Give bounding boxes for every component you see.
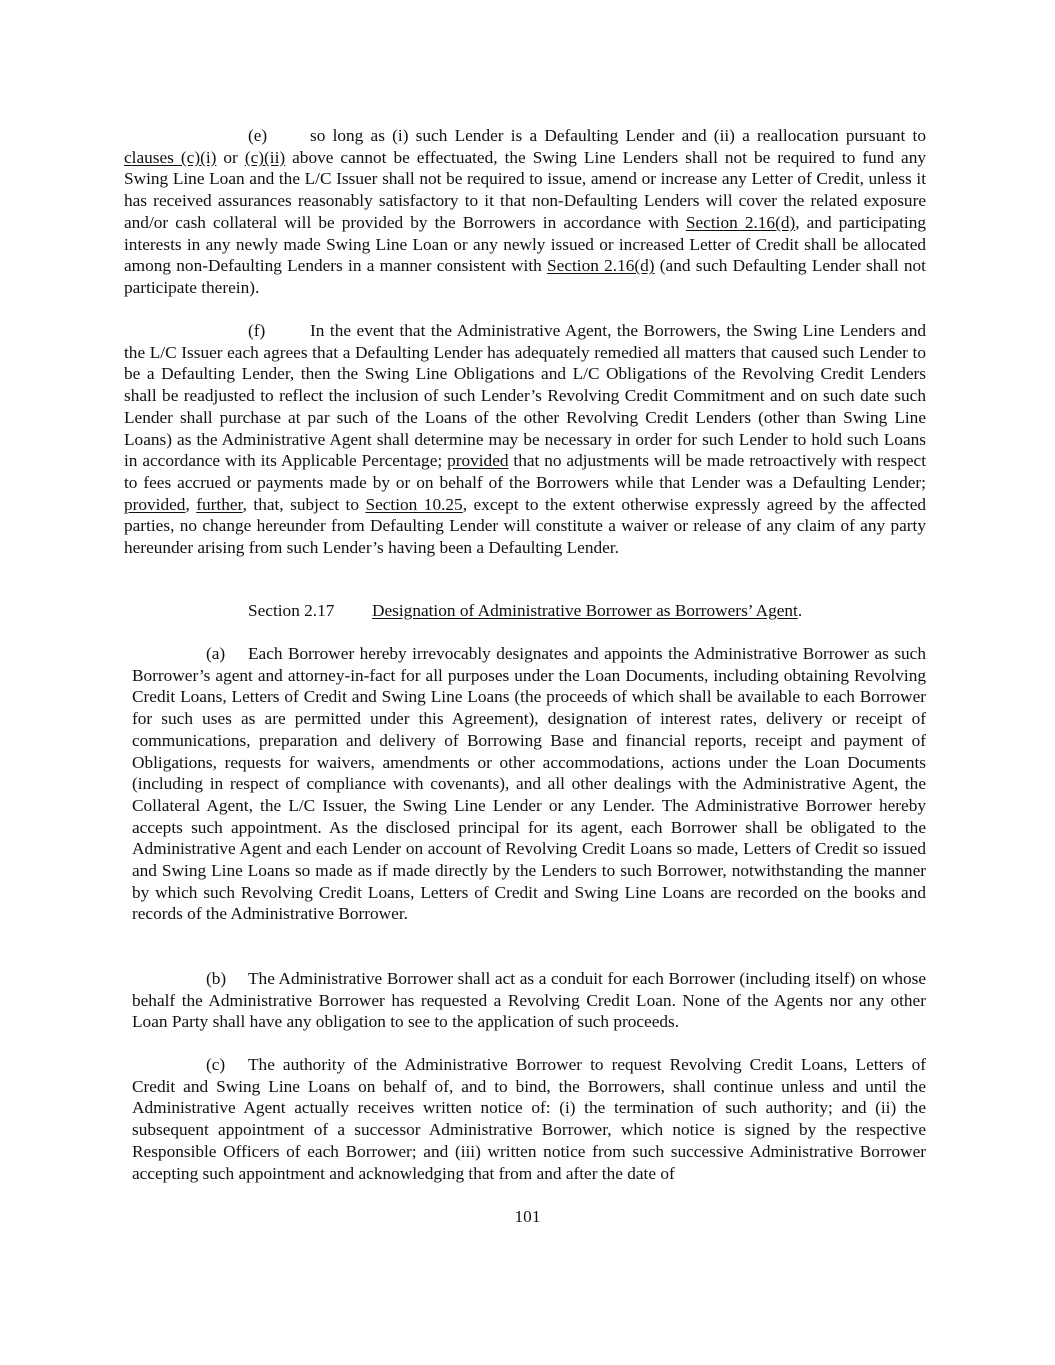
paragraph-a-label: (a) <box>206 644 226 663</box>
paragraph-b-label: (b) <box>206 969 227 988</box>
page-number: 101 <box>514 1207 541 1226</box>
paragraph-f-label: (f) <box>248 321 266 340</box>
paragraph-a: (a) Each Borrower hereby irrevocably designates and appoints the Administrative Borrower as such Borrower’s agent and attorney-in-fact for all purposes under the Loan Documents, including obtaining Revolving Credit Loans, Letters of Credit and Swing Line Loans (the proceeds of which shall be available to each Borrower for such uses as are permitted under this Agreement), designation of interest rates, delivery or receipt of communications, preparation and delivery of Borrowing Base and financial reports, receipt and payment of Obligations, requests for waivers, amendments or other accommodations, actions under the Loan Documents (including in respect of compliance with covenants), and all other dealings with the Administrative Agent, the Collateral Agent, the L/C Issuer, the Swing Line Lender or any Lender. The Administrative Borrower hereby accepts such appointment. As the disclosed principal for its agent, each Borrower shall be obligated to the Administrative Agent and each Lender on account of Revolving Credit Loans so made, Letters of Credit so issued and Swing Line Loans so made as if made directly by the Lenders to such Borrower, notwithstanding the manner by which such Revolving Credit Loans, Letters of Credit and Swing Line Loans are recorded on the books and records of the Administrative Borrower. <box>132 644 926 924</box>
section-ref-2-16-d: Section 2.16(d) <box>685 212 796 232</box>
paragraph-c: (c) The authority of the Administrative Borrower to request Revolving Credit Loans, Letters of Credit and Swing Line Loans on behalf of, and to bind, the Borrowers, shall continue unless and until the Administrative Agent actually receives written notice of: (i) the termination of such authority; and (ii) the subsequent appointment of a successor Administrative Borrower, which notice is signed by the respective Responsible Officers of each Borrower; and (iii) written notice from such successive Administrative Borrower accepting such appointment and acknowledging that from and after the date of <box>132 1055 926 1183</box>
paragraph-b: (b) The Administrative Borrower shall act as a conduit for each Borrower (including itself) on whose behalf the Administrative Borrower has requested a Revolving Credit Loan. None of the Agents nor any other Loan Party shall have any obligation to see to the application of such proceeds. <box>132 969 926 1032</box>
provided-term: provided <box>447 451 509 471</box>
paragraph-c-label: (c) <box>206 1055 226 1074</box>
section-title: Designation of Administrative Borrower as Borrowers’ Agent <box>372 601 798 620</box>
provided-term-second: provided <box>124 494 186 514</box>
section-ref-2-16-d-second: Section 2.16(d) <box>547 256 655 276</box>
paragraph-e: (e) so long as (i) such Lender is a Defaulting Lender and (ii) a reallocation pursuant to clauses (c)(i) or (c)(ii) above cannot be effectuated, the Swing Line Lenders shall not be required to fund any Swing Line Loan and the L/C Issuer shall not be required to issue, amend or increase any Letter of Credit, unless it has received assurances reasonably satisfactory to it that non-Defaulting Lenders will cover the related exposure and/or cash collateral will be provided by the Borrowers in accordance with Section 2.16(d), and participating interests in any newly made Swing Line Loan or any newly issued or increased Letter of Credit shall be allocated among non-Defaulting Lenders in a manner consistent with Section 2.16(d) (and such Defaulting Lender shall not participate therein). <box>124 126 926 297</box>
paragraph-e-label: (e) <box>248 126 268 145</box>
section-heading: Section 2.17 Designation of Administrative Borrower as Borrowers’ Agent. <box>248 601 803 620</box>
section-ref-10-25: Section 10.25 <box>365 494 463 514</box>
further-term: further <box>196 494 243 514</box>
clause-ref-c-ii: (c)(ii) <box>244 147 286 167</box>
clause-ref-c-i: clauses (c)(i) <box>124 147 217 167</box>
paragraph-f: (f) In the event that the Administrative Agent, the Borrowers, the Swing Line Lenders and the L/C Issuer each agrees that a Defaulting Lender has adequately remedied all matters that caused such Lender to be a Defaulting Lender, then the Swing Line Obligations and L/C Obligations of the Revolving Credit Lenders shall be readjusted to reflect the inclusion of such Lender’s Revolving Credit Commitment and on such date such Lender shall purchase at par such of the Loans of the other Revolving Credit Lenders (other than Swing Line Loans) as the Administrative Agent shall determine may be necessary in order for such Lender to hold such Loans in accordance with its Applicable Percentage; provided that no adjustments will be made retroactively with respect to fees accrued or payments made by or on behalf of the Borrowers while that Lender was a Defaulting Lender; provided, further, that, subject to Section 10.25, except to the extent otherwise expressly agreed by the affected parties, no change hereunder from Defaulting Lender will constitute a waiver or release of any claim of any party hereunder arising from such Lender’s having been a Defaulting Lender. <box>124 321 927 558</box>
section-number: Section 2.17 <box>248 601 335 620</box>
